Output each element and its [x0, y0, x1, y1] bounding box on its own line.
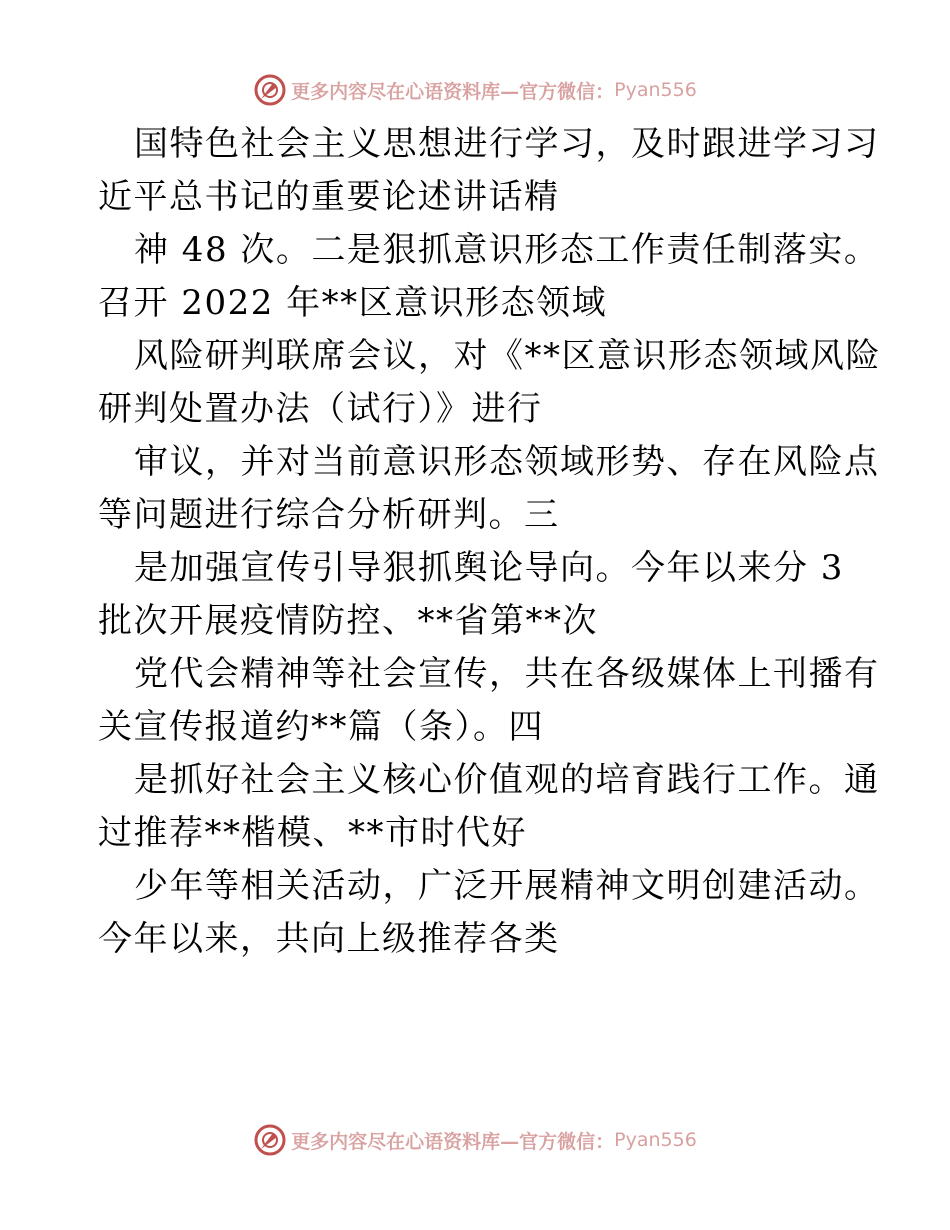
watermark-contact: Pyan556	[614, 79, 697, 101]
header-watermark	[0, 70, 950, 110]
text-line: 党代会精神等社会宣传，共在各级媒体上刊播有	[134, 654, 880, 694]
text-line: 过推荐**楷模、**市时代好	[98, 813, 527, 853]
document-body	[98, 118, 881, 966]
text-line: 神 48 次。二是狠抓意识形态工作责任制落实。	[134, 230, 880, 270]
text-line: 国特色社会主义思想进行学习，及时跟进学习习	[134, 124, 880, 164]
text-line: 今年以来，共向上级推荐各类	[98, 919, 560, 959]
footer-watermark	[0, 1120, 950, 1160]
text-line: 关宣传报道约**篇（条）。四	[98, 707, 544, 747]
pen-nib-circle-icon	[253, 73, 287, 107]
watermark-contact: Pyan556	[614, 1129, 697, 1151]
text-line: 研判处置办法（试行）》进行	[98, 389, 543, 429]
text-line: 召开 2022 年**区意识形态领域	[98, 283, 608, 323]
watermark-text: 更多内容尽在心语资料库—官方微信：	[291, 80, 615, 103]
text-line: 等问题进行综合分析研判。三	[98, 495, 560, 535]
text-line: 审议，并对当前意识形态领域形势、存在风险点	[134, 442, 880, 482]
text-line: 是抓好社会主义核心价值观的培育践行工作。通	[134, 760, 880, 800]
text-line: 近平总书记的重要论述讲话精	[98, 177, 560, 217]
text-line: 少年等相关活动，广泛开展精神文明创建活动。	[134, 866, 880, 906]
watermark-text: 更多内容尽在心语资料库—官方微信：	[291, 1130, 615, 1153]
text-line: 批次开展疫情防控、**省第**次	[98, 601, 598, 641]
text-line: 风险研判联席会议，对《**区意识形态领域风险	[134, 336, 881, 376]
text-line: 是加强宣传引导狠抓舆论导向。今年以来分 3	[134, 548, 844, 588]
pen-nib-circle-icon	[253, 1123, 287, 1157]
